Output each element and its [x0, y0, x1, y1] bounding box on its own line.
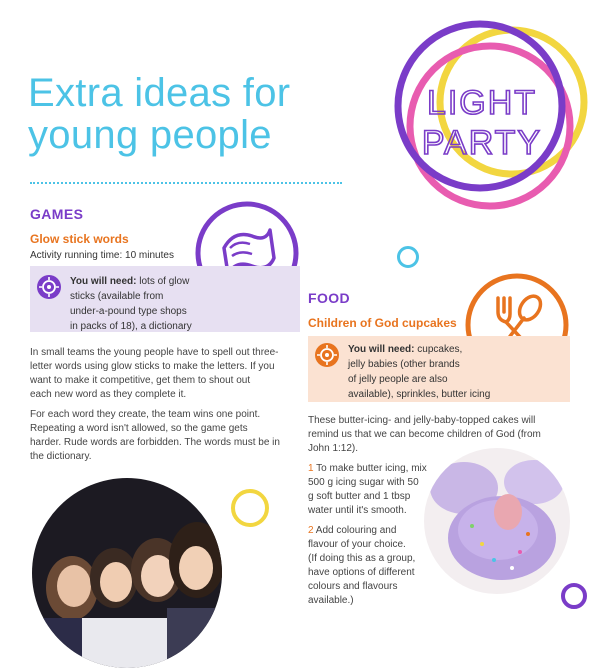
- food-need-label: You will need:: [348, 344, 415, 355]
- young-people-photo: [32, 478, 222, 668]
- food-intro: [308, 414, 578, 456]
- food-step-1: [308, 462, 428, 518]
- food-need-text-4: available), sprinkles, butter icing: [348, 389, 491, 400]
- text-line: John 1:12).: [308, 443, 359, 454]
- text-line: To make butter icing, mix: [313, 463, 427, 474]
- light-party-rings-icon: [372, 14, 600, 224]
- text-line: available.): [308, 595, 354, 606]
- games-need-text-3: under-a-pound type shops: [70, 306, 187, 317]
- glow-stick-icon: [36, 274, 62, 300]
- food-step-2: [308, 524, 428, 608]
- games-paragraph-1: [30, 346, 302, 402]
- text-line: In small teams the young people have to spell out three-: [30, 347, 279, 358]
- games-need-list: [70, 274, 295, 334]
- text-line: These butter-icing- and jelly-baby-topped cakes will: [308, 415, 536, 426]
- page-title-line2: young people: [28, 113, 272, 157]
- games-paragraph-2: [30, 408, 302, 464]
- cupcake-icon: [314, 342, 340, 368]
- text-line: the dictionary.: [30, 451, 92, 462]
- step-1-number: 1: [308, 463, 314, 474]
- food-need-text-3: of jelly people are also: [348, 374, 448, 385]
- games-heading: GAMES: [30, 206, 84, 222]
- text-line: (If doing this as a group,: [308, 553, 416, 564]
- food-need-list: [348, 342, 566, 402]
- text-line: Repeating a word isn't allowed, so the game gets: [30, 423, 248, 434]
- light-party-logo: [372, 14, 600, 224]
- games-need-text-2: sticks (available from: [70, 291, 164, 302]
- decorative-ring-blue: [397, 246, 419, 268]
- text-line: each new word as they complete it.: [30, 389, 187, 400]
- games-need-text-4: in packs of 18), a dictionary: [70, 321, 192, 332]
- cupcake-photo: [424, 448, 570, 594]
- text-line: want to make it competitive, get them to shout out: [30, 375, 251, 386]
- text-line: For each word they create, the team wins one point.: [30, 409, 261, 420]
- games-activity-title: Glow stick words: [30, 232, 129, 246]
- food-need-text-1: cupcakes,: [414, 344, 463, 355]
- text-line: colours and flavours: [308, 581, 398, 592]
- text-line: have options of different: [308, 567, 415, 578]
- food-need-text-2: jelly babies (other brands: [348, 359, 460, 370]
- games-need-label: You will need:: [70, 276, 137, 287]
- text-line: g soft butter and 1 tbsp: [308, 491, 411, 502]
- text-line: flavour of your choice.: [308, 539, 406, 550]
- text-line: 500 g icing sugar with 50: [308, 477, 419, 488]
- running-time: Activity running time: 10 minutes: [30, 250, 174, 261]
- page-title: [28, 72, 358, 156]
- food-heading: FOOD: [308, 290, 351, 306]
- logo-line1: LIGHT: [426, 84, 538, 122]
- text-line: remind us that we can become children of God (from: [308, 429, 541, 440]
- text-line: water until it's smooth.: [308, 505, 407, 516]
- page-title-line1: Extra ideas for: [28, 71, 291, 115]
- dotted-divider: [30, 182, 342, 184]
- step-2-number: 2: [308, 525, 314, 536]
- logo-line2: PARTY: [421, 124, 543, 162]
- decorative-ring-purple: [561, 583, 587, 609]
- food-activity-title: Children of God cupcakes: [308, 316, 457, 330]
- text-line: letter words using glow sticks to make the letters. If you: [30, 361, 275, 372]
- decorative-ring-yellow: [231, 489, 269, 527]
- text-line: harder. Rude words are forbidden. The words must be in: [30, 437, 280, 448]
- games-need-text-1: lots of glow: [136, 276, 190, 287]
- text-line: Add colouring and: [313, 525, 397, 536]
